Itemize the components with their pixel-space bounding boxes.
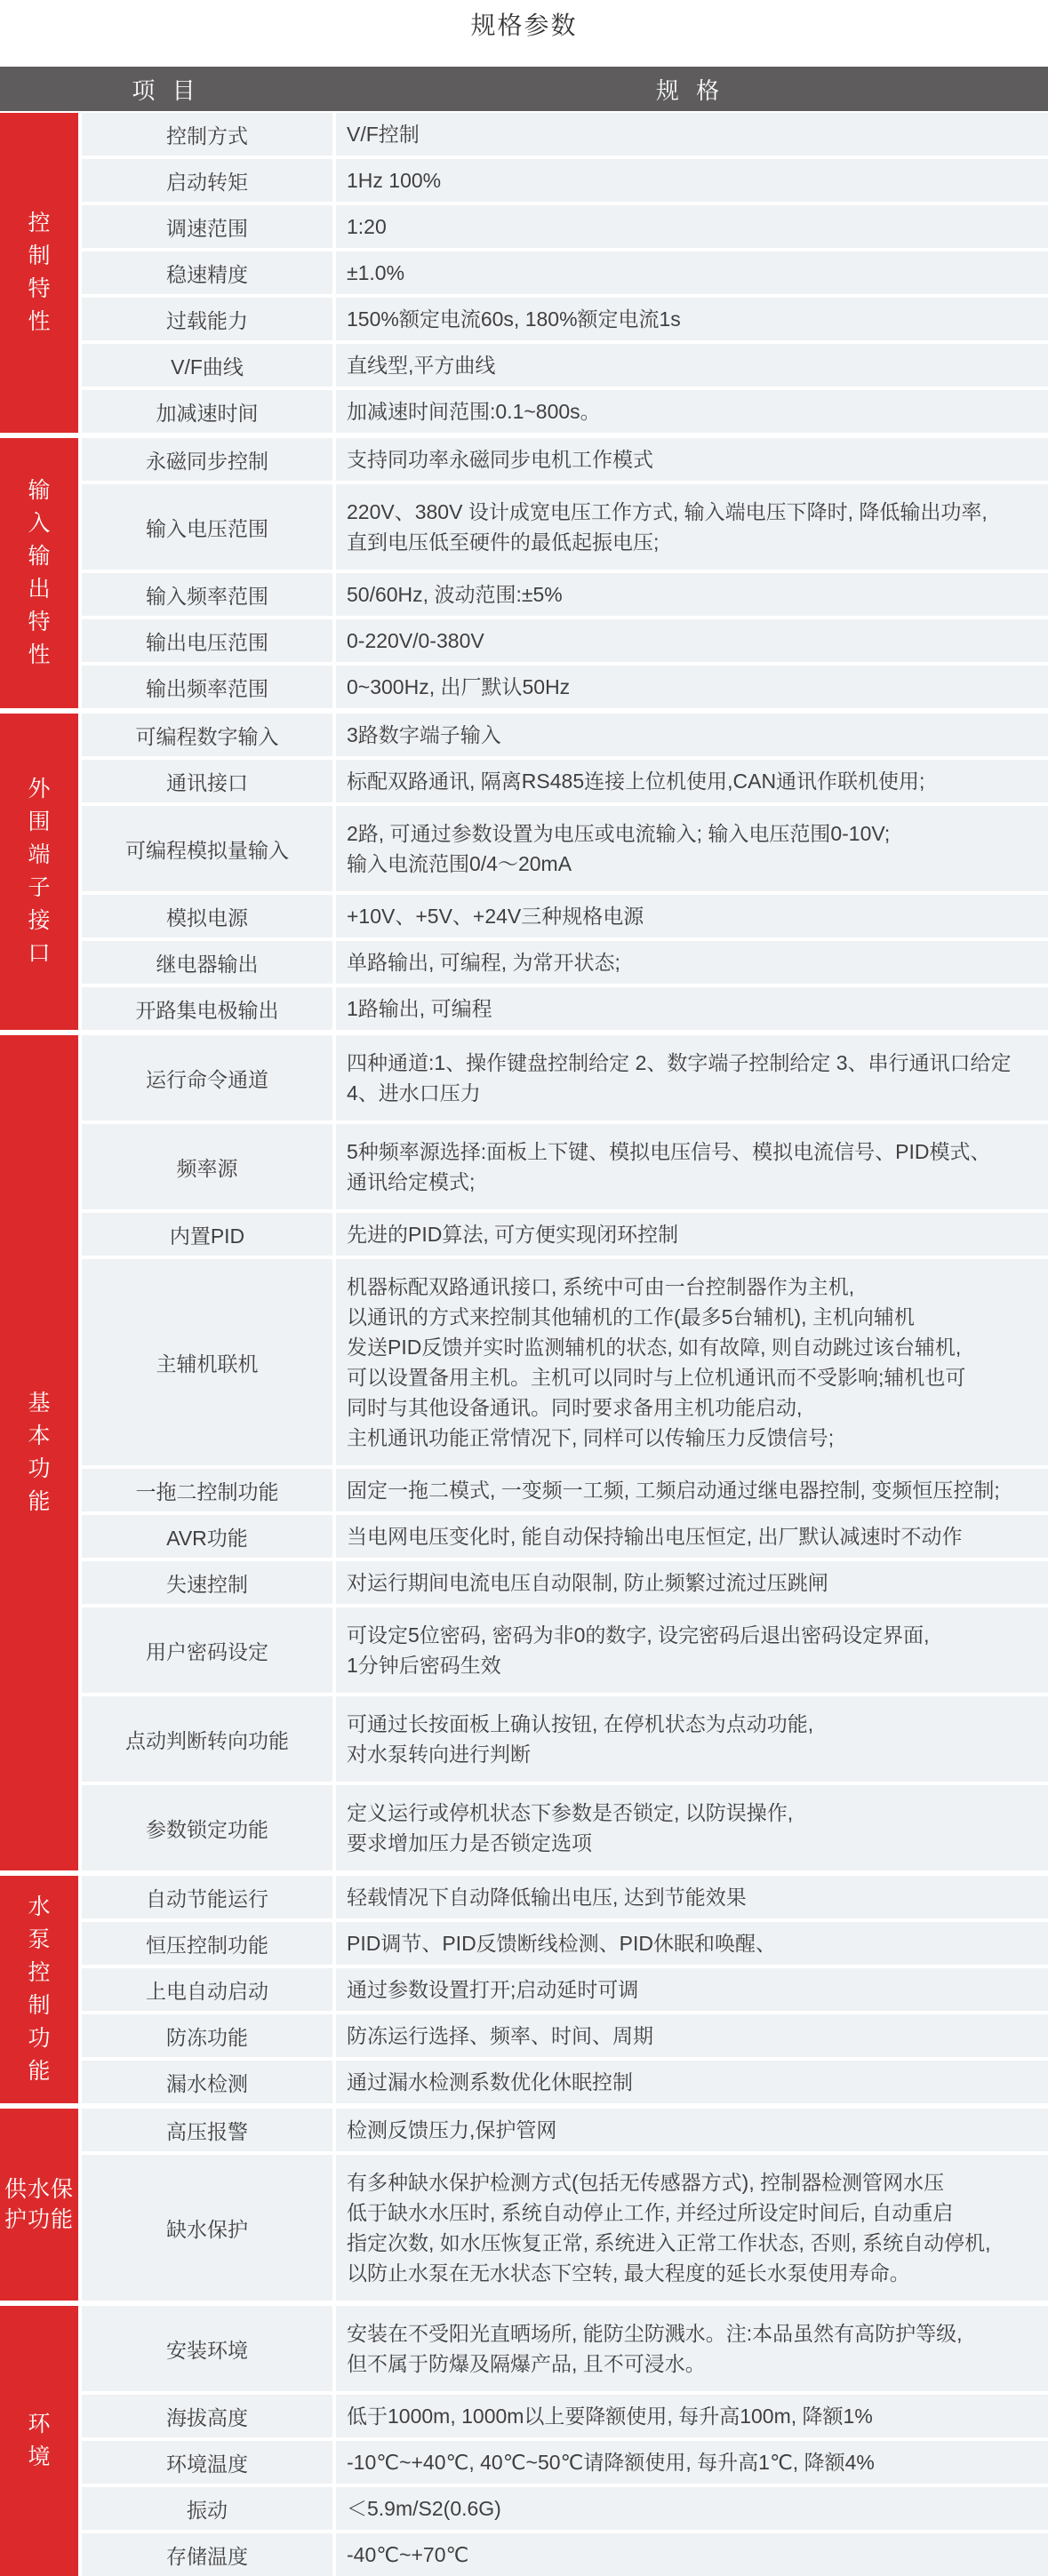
section-rows <box>82 1876 1048 2103</box>
spec-line: 4、进水口压力 <box>347 1081 481 1105</box>
table-row <box>82 2014 1048 2057</box>
table-row <box>82 1968 1048 2011</box>
side-label-char: 输 <box>28 544 51 569</box>
spec-cell <box>336 1259 1048 1465</box>
item-cell: 点动判断转向功能 <box>82 1696 332 1782</box>
spec-cell <box>336 1124 1048 1209</box>
item-cell: 运行命令通道 <box>82 1035 332 1121</box>
item-cell: 输出电压范围 <box>82 619 332 662</box>
table-section <box>0 438 1048 708</box>
section-side-label <box>0 113 78 433</box>
item-cell: 可编程数字输入 <box>82 714 332 756</box>
item-cell: 高压报警 <box>82 2109 332 2151</box>
side-label-char: 功 <box>28 2026 51 2051</box>
table-row <box>82 760 1048 802</box>
spec-cell <box>336 619 1048 662</box>
side-label-char: 制 <box>28 1993 51 2018</box>
item-cell: 振动 <box>82 2487 332 2530</box>
spec-line: ＜5.9m/S2(0.6G) <box>347 2497 501 2520</box>
spec-cell <box>336 1876 1048 1918</box>
table-row <box>82 1785 1048 1870</box>
spec-line: V/F控制 <box>347 123 420 146</box>
spec-line: 对运行期间电流电压自动限制, 防止频繁过流过压跳闸 <box>347 1571 828 1594</box>
spec-line: 输入电流范围0/4～20mA <box>347 852 572 875</box>
table-section <box>0 1035 1048 1870</box>
item-cell: 安装环境 <box>82 2306 332 2391</box>
item-cell: 漏水检测 <box>82 2061 332 2103</box>
table-row <box>82 714 1048 756</box>
side-label-char: 围 <box>28 809 51 834</box>
side-label-char: 水 <box>28 1894 51 1919</box>
side-label-char: 境 <box>28 2444 51 2469</box>
spec-line: 加减速时间范围:0.1~800s。 <box>347 400 601 423</box>
spec-cell <box>336 390 1048 433</box>
table-row <box>82 619 1048 662</box>
side-label-char: 泵 <box>28 1927 51 1952</box>
item-cell: 缺水保护 <box>82 2155 332 2301</box>
item-cell: 稳速精度 <box>82 251 332 294</box>
item-cell: 永磁同步控制 <box>82 438 332 481</box>
item-cell: 输入频率范围 <box>82 573 332 616</box>
item-cell: 频率源 <box>82 1124 332 1209</box>
table-row <box>82 1922 1048 1965</box>
item-cell: 通讯接口 <box>82 760 332 802</box>
table-row <box>82 941 1048 984</box>
item-cell: 上电自动启动 <box>82 1968 332 2011</box>
side-label-char: 口 <box>28 941 51 966</box>
spec-line: 2路, 可通过参数设置为电压或电流输入; 输入电压范围0-10V; <box>347 822 891 845</box>
spec-line: 以防止水泵在无水状态下空转, 最大程度的延长水泵使用寿命。 <box>347 2261 910 2285</box>
spec-cell <box>336 2441 1048 2484</box>
item-cell: 加减速时间 <box>82 390 332 433</box>
table-row <box>82 438 1048 481</box>
table-section <box>0 2306 1048 2576</box>
spec-line: 对水泵转向进行判断 <box>347 1743 531 1766</box>
item-cell: AVR功能 <box>82 1515 332 1558</box>
spec-line: 先进的PID算法, 可方便实现闭环控制 <box>347 1223 679 1246</box>
side-label-char: 控 <box>28 211 51 235</box>
title-bar <box>0 0 1048 67</box>
spec-line: ±1.0% <box>347 261 405 284</box>
spec-line: 同时与其他设备通讯。同时要求备用主机功能启动, <box>347 1396 803 1419</box>
table-row <box>82 1696 1048 1782</box>
spec-line: 通过漏水检测系数优化休眠控制 <box>347 2070 633 2093</box>
item-cell: 启动转矩 <box>82 159 332 202</box>
side-label-char: 制 <box>28 243 51 268</box>
table-row <box>82 159 1048 202</box>
spec-line: 主机通讯功能正常情况下, 同样可以传输压力反馈信号; <box>347 1426 835 1449</box>
spec-line: 单路输出, 可编程, 为常开状态; <box>347 951 620 974</box>
item-cell: 主辅机联机 <box>82 1259 332 1465</box>
spec-line: 低于1000m, 1000m以上要降额使用, 每升高100m, 降额1% <box>347 2405 873 2428</box>
table-header <box>0 67 1048 111</box>
table-row <box>82 573 1048 616</box>
table-row <box>82 1515 1048 1558</box>
table-row <box>82 1561 1048 1604</box>
spec-cell <box>336 1922 1048 1965</box>
item-cell: 输出频率范围 <box>82 666 332 708</box>
section-rows <box>82 2306 1048 2576</box>
spec-cell <box>336 1561 1048 1604</box>
table-row <box>82 2441 1048 2484</box>
side-label-char: 端 <box>28 842 51 867</box>
spec-line: 定义运行或停机状态下参数是否锁定, 以防误操作, <box>347 1801 794 1824</box>
section-side-label <box>0 2306 78 2576</box>
spec-line: 以通讯的方式来控制其他辅机的工作(最多5台辅机), 主机向辅机 <box>347 1305 915 1328</box>
header-col-item: 项 目 <box>132 76 201 104</box>
spec-cell <box>336 1785 1048 1870</box>
section-side-label <box>0 2109 78 2301</box>
table-row <box>82 1469 1048 1511</box>
table-row <box>82 2109 1048 2151</box>
table-row <box>82 1035 1048 1121</box>
spec-cell <box>336 2395 1048 2437</box>
item-cell: 一拖二控制功能 <box>82 1469 332 1511</box>
table-row <box>82 1213 1048 1256</box>
spec-cell <box>336 1213 1048 1256</box>
spec-line: 轻载情况下自动降低输出电压, 达到节能效果 <box>347 1886 747 1909</box>
spec-cell <box>336 941 1048 984</box>
table-row <box>82 1124 1048 1209</box>
side-label-char: 输 <box>28 478 51 503</box>
spec-cell <box>336 2155 1048 2301</box>
spec-cell <box>336 1515 1048 1558</box>
item-cell: 模拟电源 <box>82 895 332 937</box>
spec-line: 直线型,平方曲线 <box>347 354 496 377</box>
item-cell: 可编程模拟量输入 <box>82 806 332 891</box>
spec-line: -40℃~+70℃ <box>347 2543 469 2566</box>
table-row <box>82 2487 1048 2530</box>
section-side-label <box>0 438 78 708</box>
spec-line: 当电网电压变化时, 能自动保持输出电压恒定, 出厂默认减速时不动作 <box>347 1525 963 1548</box>
spec-line: 防冻运行选择、频率、时间、周期 <box>347 2024 653 2047</box>
spec-line: 可通过长按面板上确认按钮, 在停机状态为点动功能, <box>347 1712 814 1735</box>
section-rows <box>82 2109 1048 2301</box>
side-label-char: 入 <box>28 511 51 536</box>
item-cell: 继电器输出 <box>82 941 332 984</box>
spec-line: 低于缺水水压时, 系统自动停止工作, 并经过所设定时间后, 自动重启 <box>347 2201 954 2224</box>
item-cell: 输入电压范围 <box>82 484 332 570</box>
item-cell: 控制方式 <box>82 113 332 156</box>
spec-line: 220V、380V 设计成宽电压工作方式, 输入端电压下降时, 降低输出功率, <box>347 500 988 523</box>
side-label-char: 基 <box>28 1391 51 1416</box>
spec-line: 要求增加压力是否锁定选项 <box>347 1831 592 1854</box>
spec-table-sections <box>0 111 1048 2576</box>
spec-cell <box>336 484 1048 570</box>
spec-cell <box>336 113 1048 156</box>
spec-line: +10V、+5V、+24V三种规格电源 <box>347 905 644 928</box>
side-label-char: 控 <box>28 1960 51 1985</box>
item-cell: 恒压控制功能 <box>82 1922 332 1965</box>
spec-cell <box>336 438 1048 481</box>
spec-cell <box>336 344 1048 387</box>
side-label-char: 特 <box>28 610 51 634</box>
side-label-char: 出 <box>28 577 51 602</box>
table-row <box>82 113 1048 156</box>
table-row <box>82 205 1048 248</box>
item-cell: 防冻功能 <box>82 2014 332 2057</box>
spec-line: 0-220V/0-380V <box>347 629 484 652</box>
item-cell: V/F曲线 <box>82 344 332 387</box>
spec-line: 检测反馈压力,保护管网 <box>347 2118 557 2141</box>
table-row <box>82 806 1048 891</box>
table-row <box>82 390 1048 433</box>
side-label-char: 本 <box>28 1424 51 1448</box>
spec-cell <box>336 760 1048 802</box>
spec-line: 可设定5位密码, 密码为非0的数字, 设完密码后退出密码设定界面, <box>347 1623 930 1647</box>
spec-line: 安装在不受阳光直晒场所, 能防尘防溅水。注:本品虽然有高防护等级, <box>347 2322 963 2345</box>
spec-cell <box>336 1607 1048 1693</box>
side-label-char: 能 <box>28 2059 51 2084</box>
item-cell: 内置PID <box>82 1213 332 1256</box>
table-row <box>82 666 1048 708</box>
item-cell: 失速控制 <box>82 1561 332 1604</box>
table-row <box>82 1876 1048 1918</box>
spec-cell <box>336 298 1048 340</box>
spec-line: 标配双路通讯, 隔离RS485连接上位机使用,CAN通讯作联机使用; <box>347 770 925 793</box>
table-row <box>82 2306 1048 2391</box>
item-cell: 存储温度 <box>82 2533 332 2576</box>
spec-cell <box>336 806 1048 891</box>
section-rows <box>82 1035 1048 1870</box>
table-row <box>82 484 1048 570</box>
table-row <box>82 895 1048 937</box>
spec-cell <box>336 1968 1048 2011</box>
table-row <box>82 298 1048 340</box>
item-cell: 开路集电极输出 <box>82 987 332 1030</box>
spec-cell <box>336 2109 1048 2151</box>
table-section <box>0 113 1048 433</box>
side-label-char: 特 <box>28 276 51 301</box>
table-row <box>82 2533 1048 2576</box>
spec-line: 机器标配双路通讯接口, 系统中可由一台控制器作为主机, <box>347 1275 855 1298</box>
table-row <box>82 1607 1048 1693</box>
item-cell: 过载能力 <box>82 298 332 340</box>
spec-line: 通讯给定模式; <box>347 1170 476 1193</box>
spec-cell <box>336 573 1048 616</box>
table-row <box>82 2155 1048 2301</box>
spec-line: 固定一拖二模式, 一变频一工频, 工频启动通过继电器控制, 变频恒压控制; <box>347 1479 1000 1502</box>
table-row <box>82 2061 1048 2103</box>
spec-cell <box>336 1696 1048 1782</box>
spec-line: 50/60Hz, 波动范围:±5% <box>347 583 563 606</box>
section-rows <box>82 438 1048 708</box>
spec-line: 可以设置备用主机。主机可以同时与上位机通讯而不受影响;辅机也可 <box>347 1366 966 1389</box>
table-row <box>82 1259 1048 1465</box>
spec-cell <box>336 1469 1048 1511</box>
spec-line: -10℃~+40℃, 40℃~50℃请降额使用, 每升高1℃, 降额4% <box>347 2451 875 2474</box>
spec-cell <box>336 2061 1048 2103</box>
spec-cell <box>336 205 1048 248</box>
spec-line: 150%额定电流60s, 180%额定电流1s <box>347 307 681 331</box>
spec-line: 有多种缺水保护检测方式(包括无传感器方式), 控制器检测管网水压 <box>347 2171 945 2194</box>
side-label-line: 护功能 <box>4 2207 74 2232</box>
table-row <box>82 344 1048 387</box>
spec-cell <box>336 2014 1048 2057</box>
section-rows <box>82 113 1048 433</box>
spec-line: 1:20 <box>347 215 387 238</box>
table-row <box>82 987 1048 1030</box>
section-side-label <box>0 714 78 1030</box>
spec-cell <box>336 987 1048 1030</box>
spec-cell <box>336 159 1048 202</box>
spec-cell <box>336 666 1048 708</box>
side-label-char: 外 <box>28 777 51 802</box>
table-section <box>0 1876 1048 2103</box>
spec-line: 1Hz 100% <box>347 169 442 192</box>
spec-line: 3路数字端子输入 <box>347 723 501 746</box>
section-side-label <box>0 1035 78 1870</box>
table-row <box>82 2395 1048 2437</box>
side-label-char: 接 <box>28 908 51 933</box>
spec-cell <box>336 2487 1048 2530</box>
spec-cell <box>336 2533 1048 2576</box>
spec-line: 但不属于防爆及隔爆产品, 且不可浸水。 <box>347 2352 706 2375</box>
spec-line: 直到电压低至硬件的最低起振电压; <box>347 530 660 554</box>
spec-line: 发送PID反馈并实时监测辅机的状态, 如有故障, 则自动跳过该台辅机, <box>347 1336 962 1359</box>
item-cell: 海拔高度 <box>82 2395 332 2437</box>
spec-cell <box>336 895 1048 937</box>
side-label-char: 能 <box>28 1489 51 1514</box>
section-rows <box>82 714 1048 1030</box>
spec-line: 指定次数, 如水压恢复正常, 系统进入正常工作状态, 否则, 系统自动停机, <box>347 2231 991 2254</box>
spec-line: PID调节、PID反馈断线检测、PID休眠和唤醒、 <box>347 1932 777 1955</box>
spec-line: 0~300Hz, 出厂默认50Hz <box>347 675 571 698</box>
item-cell: 参数锁定功能 <box>82 1785 332 1870</box>
table-section <box>0 714 1048 1030</box>
spec-line: 5种频率源选择:面板上下键、模拟电压信号、模拟电流信号、PID模式、 <box>347 1140 991 1163</box>
side-label-char: 性 <box>28 309 51 334</box>
spec-cell <box>336 714 1048 756</box>
table-row <box>82 251 1048 294</box>
spec-cell <box>336 2306 1048 2391</box>
side-label-char: 子 <box>28 875 51 900</box>
side-label-char: 环 <box>28 2412 51 2436</box>
spec-line: 支持同功率永磁同步电机工作模式 <box>347 448 653 471</box>
spec-line: 1路输出, 可编程 <box>347 997 492 1020</box>
section-side-label <box>0 1876 78 2103</box>
header-col-spec: 规 格 <box>655 76 725 104</box>
side-label-char: 性 <box>28 642 51 667</box>
spec-cell <box>336 1035 1048 1121</box>
side-label-char: 功 <box>28 1456 51 1481</box>
item-cell: 调速范围 <box>82 205 332 248</box>
spec-line: 四种通道:1、操作键盘控制给定 2、数字端子控制给定 3、串行通讯口给定 <box>347 1051 1012 1074</box>
page-title: 规格参数 <box>470 12 578 39</box>
item-cell: 用户密码设定 <box>82 1607 332 1693</box>
table-section <box>0 2109 1048 2301</box>
spec-line: 通过参数设置打开;启动延时可调 <box>347 1978 639 2001</box>
item-cell: 环境温度 <box>82 2441 332 2484</box>
spec-cell <box>336 251 1048 294</box>
item-cell: 自动节能运行 <box>82 1876 332 1918</box>
side-label-line: 供水保 <box>4 2177 74 2202</box>
spec-line: 1分钟后密码生效 <box>347 1654 501 1677</box>
